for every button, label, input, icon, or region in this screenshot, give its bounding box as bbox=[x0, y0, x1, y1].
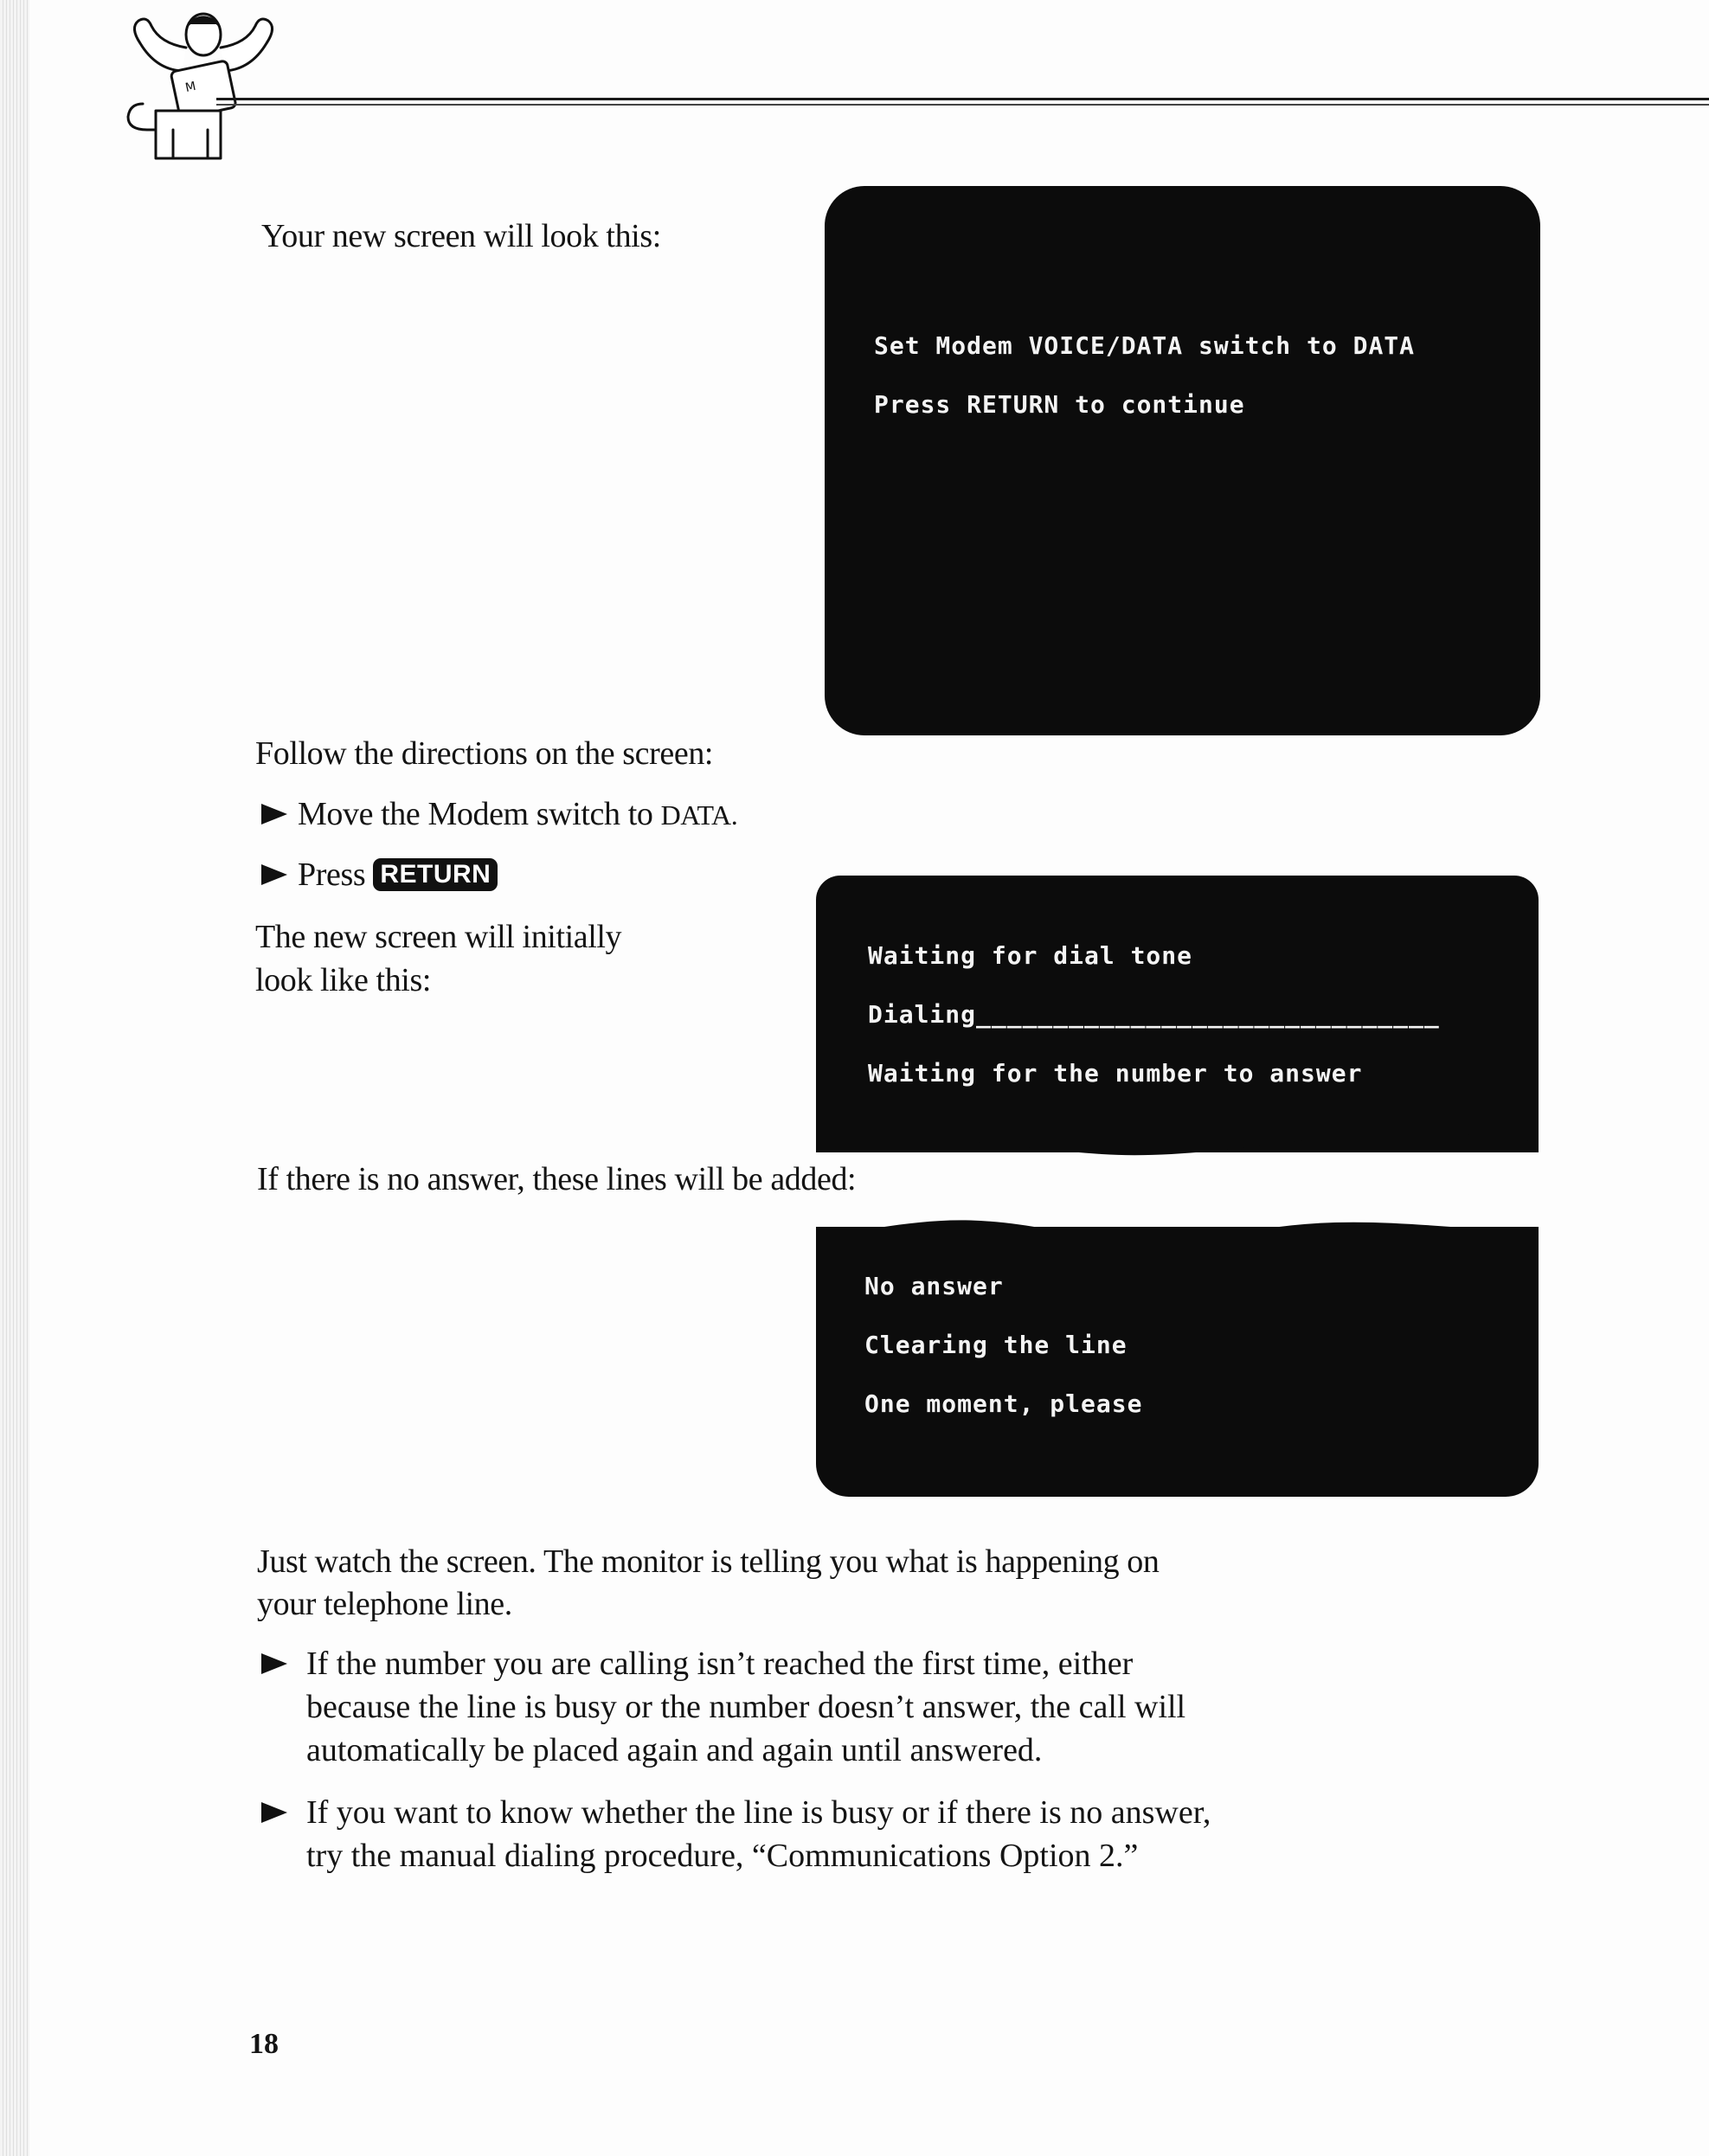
step-press-return bbox=[261, 853, 498, 896]
mascot-logo-icon bbox=[121, 9, 286, 160]
screen-line: Waiting for the number to answer bbox=[868, 1059, 1363, 1088]
bullet-line: If the number you are calling isn’t reached the first time, either bbox=[306, 1646, 1134, 1682]
paragraph-line-1: Just watch the screen. The monitor is telling you what is happening on bbox=[257, 1543, 1160, 1580]
header-rule bbox=[216, 98, 1709, 100]
screen-line: Clearing the line bbox=[864, 1331, 1128, 1359]
arrow-bullet-icon bbox=[261, 853, 291, 896]
svg-text:M: M bbox=[183, 79, 197, 96]
bullet-line: try the manual dialing procedure, “Communications Option 2.” bbox=[306, 1838, 1139, 1874]
screen-line: Press RETURN to continue bbox=[874, 390, 1245, 419]
monitor-screen-1 bbox=[825, 186, 1540, 735]
arrow-bullet-icon bbox=[261, 1791, 291, 1834]
monitor-screen-2 bbox=[816, 876, 1539, 1152]
monitor-screen-3 bbox=[816, 1227, 1539, 1497]
header-rule-thin bbox=[216, 104, 1709, 106]
no-answer-text: If there is no answer, these lines will be added: bbox=[257, 1161, 857, 1197]
torn-edge-bottom bbox=[816, 1125, 1539, 1159]
data-label: DATA. bbox=[660, 799, 738, 831]
initial-screen-text-2: look like this: bbox=[255, 962, 432, 998]
intro-text: Your new screen will look this: bbox=[261, 218, 661, 254]
bullet-line: If you want to know whether the line is busy or if there is no answer, bbox=[306, 1794, 1211, 1831]
arrow-bullet-icon bbox=[261, 1642, 291, 1685]
step-move-switch bbox=[261, 792, 737, 837]
arrow-bullet-icon bbox=[261, 792, 291, 836]
step-text: Move the Modem switch to bbox=[298, 796, 653, 832]
bullet-line: automatically be placed again and again until answered. bbox=[306, 1732, 1043, 1768]
book-spine-edge bbox=[0, 0, 29, 2156]
return-key-icon: RETURN bbox=[373, 858, 498, 891]
screen-line: Waiting for dial tone bbox=[868, 941, 1193, 970]
screen-line: No answer bbox=[864, 1272, 1004, 1300]
bullet-manual-dial bbox=[261, 1791, 1211, 1877]
paragraph-line-2: your telephone line. bbox=[257, 1586, 512, 1622]
screen-line: Set Modem VOICE/DATA switch to DATA bbox=[874, 331, 1416, 360]
screen-line: Dialing______________________________ bbox=[868, 1000, 1440, 1029]
step-text: Press bbox=[298, 857, 366, 893]
screen-line: One moment, please bbox=[864, 1389, 1143, 1418]
page-number: 18 bbox=[249, 2028, 279, 2060]
follow-directions-text: Follow the directions on the screen: bbox=[255, 735, 714, 772]
bullet-line: because the line is busy or the number doesn’t answer, the call will bbox=[306, 1689, 1186, 1725]
bullet-retry bbox=[261, 1642, 1185, 1772]
initial-screen-text-1: The new screen will initially bbox=[255, 919, 622, 955]
